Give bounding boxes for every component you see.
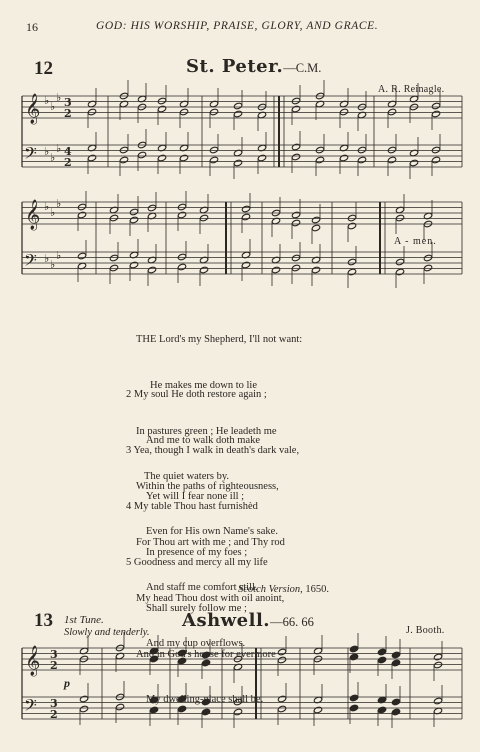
note-head [79,695,88,703]
attribution [238,584,329,595]
note-head [119,156,128,164]
tempo-marking: Slowly and tenderly. [64,627,150,638]
note-head [157,105,166,113]
verse-5-line-3: And in God's house for evermore [136,648,276,660]
verse-5-line-4: My dwelling-place shall be. [146,694,264,706]
note-head [257,154,266,162]
note-head [423,264,432,272]
note-head [347,214,356,222]
note-head [157,97,166,105]
note-head [77,211,86,219]
note-head [391,651,400,659]
verse-2-line-4: Even for His own Name's sake. [146,526,278,538]
note-head [209,156,218,164]
note-head [147,266,156,274]
note-head [431,156,440,164]
note-head [129,216,138,224]
note-head [291,254,300,262]
svg-text:3: 3 [64,96,72,109]
note-head [77,252,86,260]
note-head [349,704,358,712]
note-head [431,110,440,118]
note-head [129,208,138,216]
note-head [147,204,156,212]
tune-label: 1st Tune. [64,614,104,626]
verse-4-line-2: In presence of my foes ; [146,547,248,559]
tune-name-ashwell: Ashwell. [182,610,271,631]
verse-1-line-2: He makes me down to lie [150,380,258,392]
note-head [233,110,242,118]
note-head [339,108,348,116]
verse-1-line-1: THE Lord's my Shepherd, I'll not want: [136,334,303,346]
note-head [79,705,88,713]
hymn-13-heading [182,610,314,631]
note-head [377,656,386,664]
verse-4-line-3: My head Thou dost with oil anoint, [136,592,285,604]
note-head [315,156,324,164]
note-head [209,108,218,116]
note-head [357,146,366,154]
note-head [277,705,286,713]
note-head [395,268,404,276]
verse-2-line-2: And me to walk doth make [146,435,261,447]
svg-text:♭: ♭ [44,200,50,213]
note-head [241,213,250,221]
note-head [77,203,86,211]
verse-5-line-1: 5 Goodness and mercy all my life [126,557,268,569]
hymn-number-12: 12 [34,58,53,79]
note-head [233,159,242,167]
note-head [241,205,250,213]
note-head [291,219,300,227]
svg-text:♭: ♭ [56,91,62,104]
attribution-source: Scotch Version, [238,584,303,595]
note-head [109,254,118,262]
note-head [431,146,440,154]
note-head [347,268,356,276]
svg-text:♭: ♭ [50,151,56,164]
note-head [129,261,138,269]
note-head [291,143,300,151]
note-head [391,698,400,706]
verse-3-line-4: And staff me comfort still. [146,582,258,594]
treble-clef-icon: 𝄞 [25,646,41,676]
verse-3-line-1: 3 Yea, though I walk in death's dark vale, [126,445,300,457]
note-head [87,108,96,116]
dynamic-piano: p [64,676,70,690]
note-head [377,706,386,714]
note-head [433,661,442,669]
tune-name-st-peter: St. Peter. [186,56,284,77]
note-head [177,253,186,261]
note-head [433,653,442,661]
svg-text:♭: ♭ [50,258,56,271]
note-head [199,214,208,222]
note-head [209,146,218,154]
note-head [241,261,250,269]
svg-text:♭: ♭ [50,100,56,113]
note-head [387,108,396,116]
note-head [391,708,400,716]
verse-1-line-4: The quiet waters by. [144,471,230,483]
meter-cm: —C.M. [283,61,322,75]
note-head [291,211,300,219]
svg-text:2: 2 [64,156,72,169]
note-head [357,156,366,164]
note-head [177,263,186,271]
note-head [311,266,320,274]
note-head [395,258,404,266]
verse-4-line-4: And my cup overflows. [146,638,246,650]
note-head [349,653,358,661]
hymn-number-13: 13 [34,610,53,631]
note-head [137,151,146,159]
svg-text:♭: ♭ [56,142,62,155]
note-head [179,108,188,116]
note-head [109,264,118,272]
note-head [387,156,396,164]
note-head [177,211,186,219]
composer-reinagle: A. R. Reinagle. [378,84,445,95]
note-head [395,214,404,222]
note-head [349,694,358,702]
svg-text:4: 4 [64,145,72,158]
note-head [387,146,396,154]
note-head [87,154,96,162]
note-head [177,203,186,211]
note-head [291,264,300,272]
note-head [157,154,166,162]
svg-text:2: 2 [64,107,72,120]
note-head [291,153,300,161]
treble-clef-icon: 𝄞 [25,94,41,124]
svg-text:♭: ♭ [50,206,56,219]
note-head [233,102,242,110]
note-head [277,695,286,703]
treble-clef-icon: 𝄞 [25,200,41,230]
verse-3-line-2: Yet will I fear none ill ; [146,491,245,503]
note-head [347,222,356,230]
svg-text:♭: ♭ [44,145,50,158]
svg-text:2: 2 [50,708,58,721]
svg-text:♭: ♭ [44,94,50,107]
note-head [271,266,280,274]
verse-5-line-2: Shall surely follow me ; [146,603,247,615]
note-head [199,266,208,274]
amen-text: A - men. [394,236,437,247]
note-head [109,214,118,222]
svg-text:3: 3 [50,697,58,710]
note-head [347,258,356,266]
note-head [409,159,418,167]
note-head [431,102,440,110]
verse-4-line-1: 4 My table Thou hast furnishèd [126,501,258,513]
bass-clef-icon: 𝄢 [24,250,37,274]
note-head [179,154,188,162]
note-head [315,146,324,154]
note-head [311,224,320,232]
meter-66-66: —66. 66 [270,615,314,629]
bass-clef-icon: 𝄢 [24,143,37,167]
svg-text:2: 2 [50,659,58,672]
note-head [377,648,386,656]
note-head [119,146,128,154]
svg-text:♭: ♭ [56,197,62,210]
verse-2-line-3: Within the paths of righteousness, [136,480,279,492]
note-head [391,659,400,667]
note-head [433,697,442,705]
composer-booth: J. Booth. [406,625,445,636]
note-head [311,216,320,224]
svg-text:♭: ♭ [56,249,62,262]
note-head [349,645,358,653]
running-head: GOD: HIS WORSHIP, PRAISE, GLORY, AND GRACE. [96,20,379,32]
note-head [291,97,300,105]
verse-2-line-1: 2 My soul He doth restore again ; [126,389,267,401]
bass-clef-icon: 𝄢 [24,695,37,719]
attribution-year: 1650. [305,584,329,595]
svg-text:♭: ♭ [44,252,50,265]
note-head [115,703,124,711]
note-head [339,154,348,162]
note-head [313,706,322,714]
svg-text:3: 3 [50,648,58,661]
verse-1-line-3: In pastures green ; He leadeth me [136,425,277,437]
verse-3-line-3: For Thou art with me ; and Thy rod [136,536,285,548]
note-head [291,105,300,113]
note-head [423,254,432,262]
page-number: 16 [26,20,38,34]
